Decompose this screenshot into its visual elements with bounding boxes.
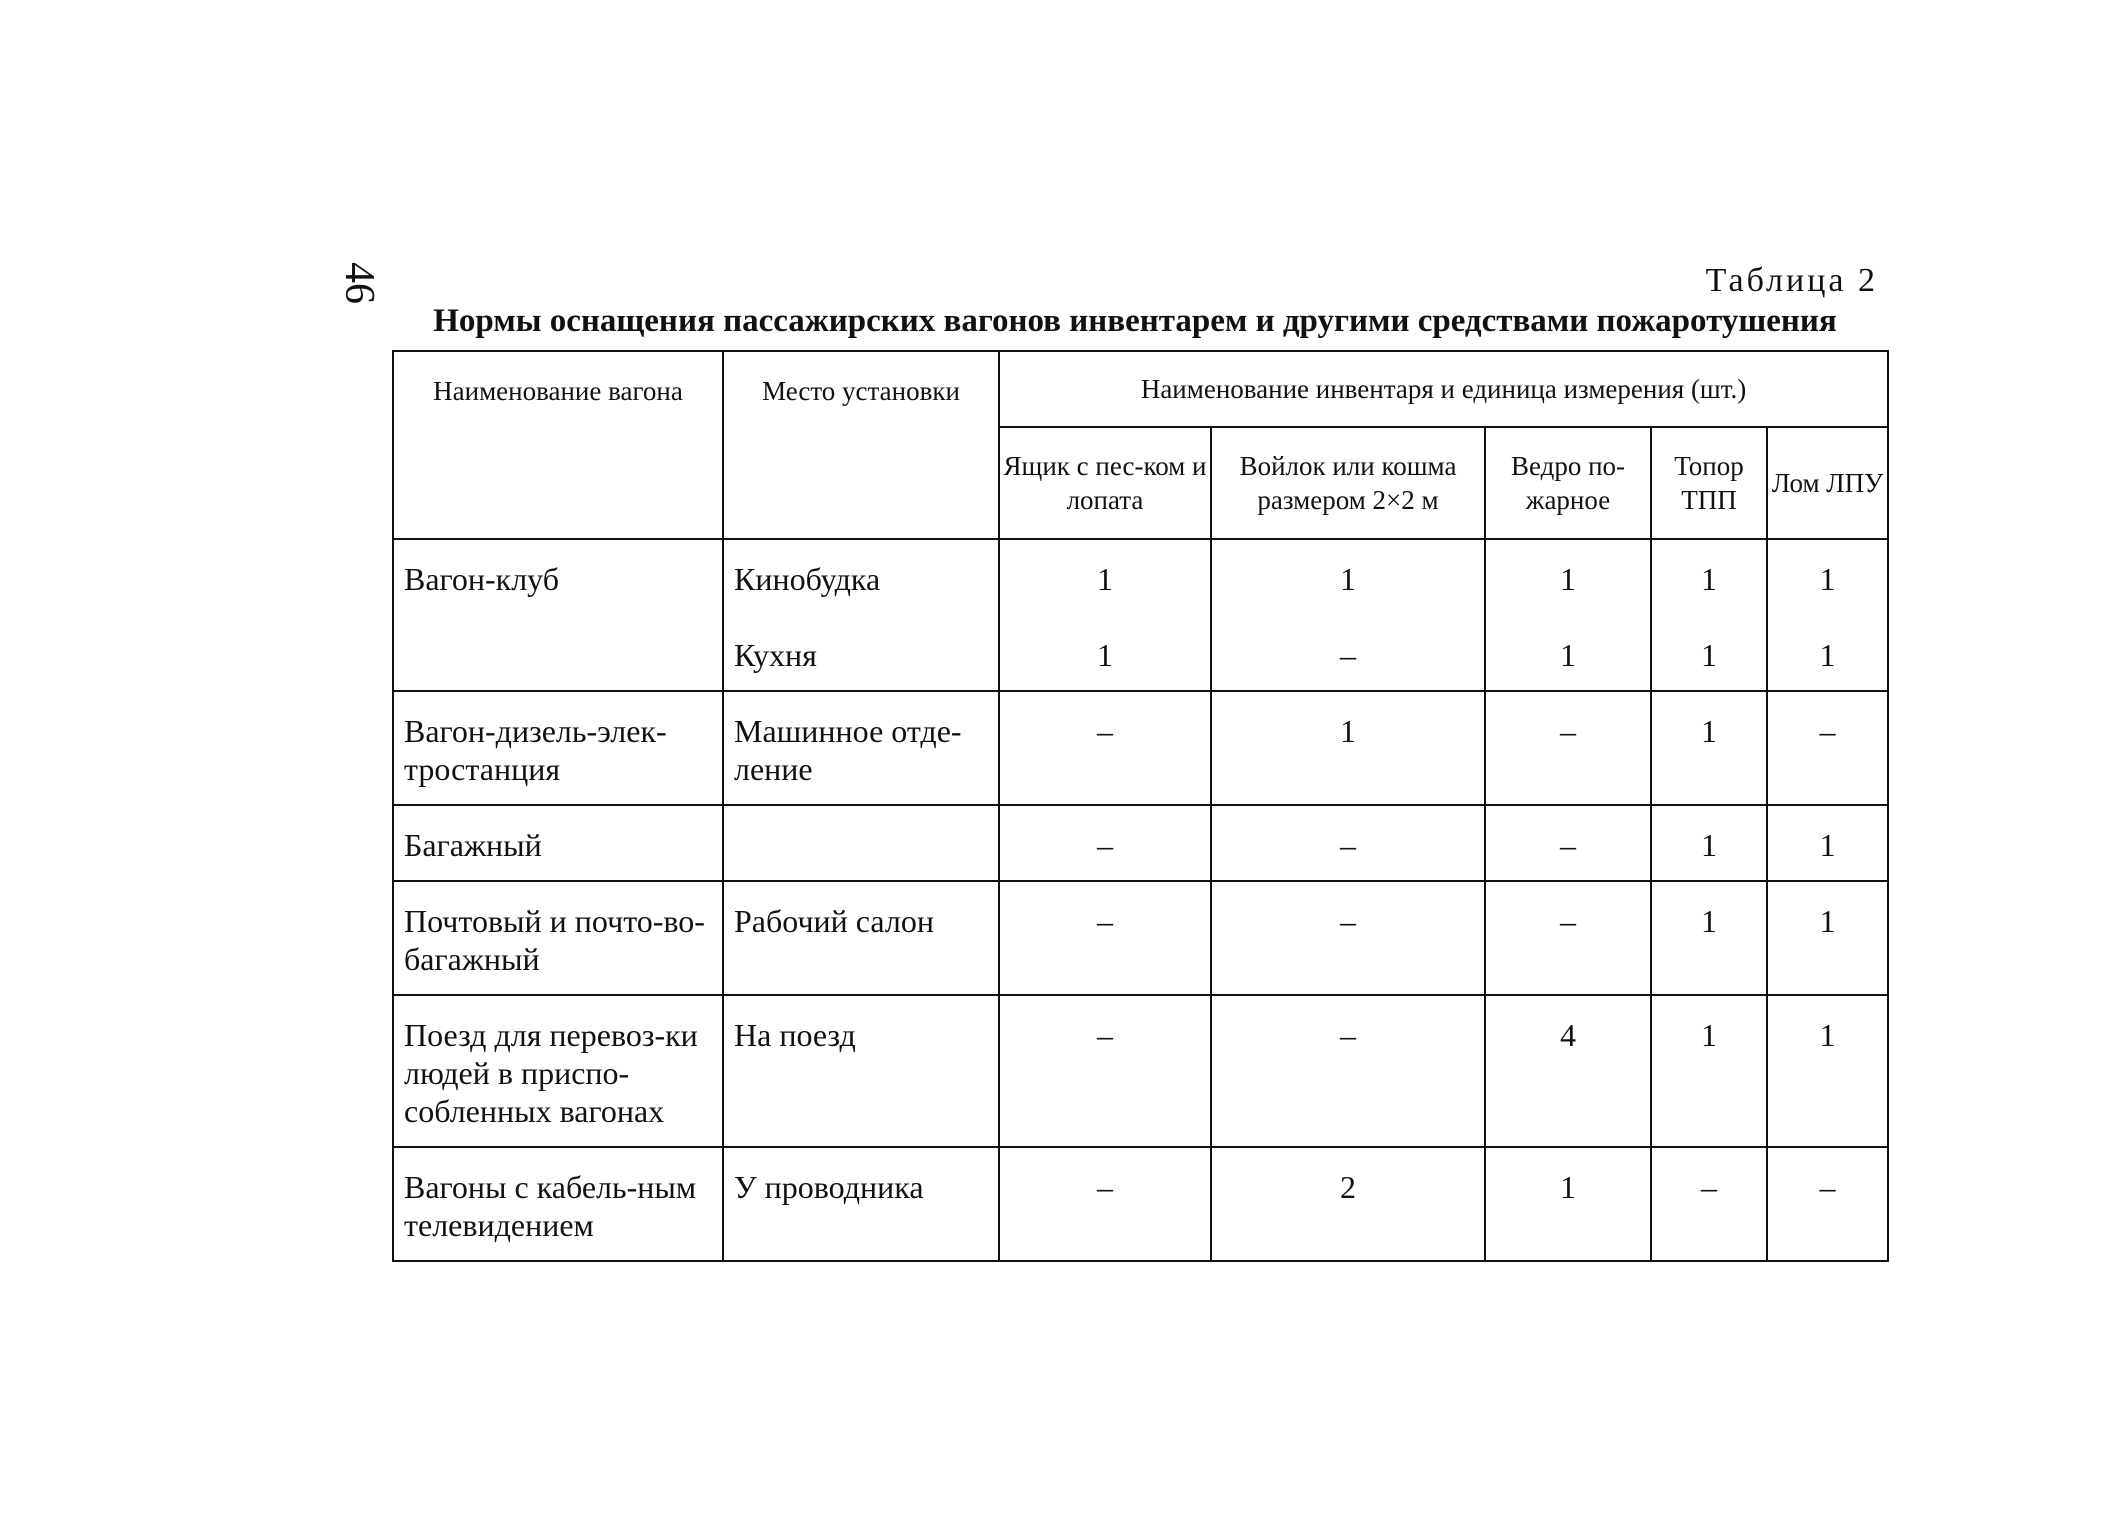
table-row: [393, 539, 1888, 691]
value-cell: –: [999, 995, 1211, 1147]
location-cell: [723, 805, 999, 881]
header-col-axe: Топор ТПП: [1651, 427, 1767, 539]
value-cell: –: [1211, 881, 1485, 995]
car-name-cell: Вагоны с кабель-ным телевидением: [393, 1147, 723, 1261]
value-cell: –: [999, 1147, 1211, 1261]
header-car-name: Наименование вагона: [393, 351, 723, 539]
value-cell: 1: [1767, 805, 1888, 881]
value-cell: –: [1211, 805, 1485, 881]
value-cell: –: [1485, 805, 1651, 881]
value-cell: 1: [1651, 881, 1767, 995]
table-row: [393, 805, 1888, 881]
page-number: 46: [336, 262, 382, 304]
value-cell: 1: [1767, 881, 1888, 995]
value-cell: –: [999, 805, 1211, 881]
value-cell: 2: [1211, 1147, 1485, 1261]
value-cell: 1: [1485, 1147, 1651, 1261]
value-cell: 1: [1211, 691, 1485, 805]
value-cell: –: [999, 691, 1211, 805]
value-cell: –: [1767, 691, 1888, 805]
header-location: Место установки: [723, 351, 999, 539]
location-sub: Кинобудка: [734, 561, 881, 597]
table-row: [393, 995, 1888, 1147]
table-row: [393, 1147, 1888, 1261]
value-cell: –: [1211, 995, 1485, 1147]
value-cell: 1: [1651, 995, 1767, 1147]
value-cell: –: [999, 881, 1211, 995]
value-cell: –: [1485, 691, 1651, 805]
location-cell: Машинное отде-ление: [723, 691, 999, 805]
car-name-cell: Поезд для перевоз-ки людей в приспо-собленных вагонах: [393, 995, 723, 1147]
header-col-crowbar: Лом ЛПУ: [1767, 427, 1888, 539]
location-cell: У проводника: [723, 1147, 999, 1261]
header-col-sand-box: Ящик с пес-ком и лопата: [999, 427, 1211, 539]
value-cell: –: [1485, 881, 1651, 995]
car-name-cell: Вагон-дизель-элек-тростанция: [393, 691, 723, 805]
value-cell: 1 1: [1651, 539, 1767, 691]
car-name-cell: Вагон-клуб: [393, 539, 723, 691]
car-name-cell: Багажный: [393, 805, 723, 881]
value-cell: 1 1: [1485, 539, 1651, 691]
value-cell: 1 –: [1211, 539, 1485, 691]
value-cell: 4: [1485, 995, 1651, 1147]
header-col-bucket: Ведро по-жарное: [1485, 427, 1651, 539]
location-cell: На поезд: [723, 995, 999, 1147]
value-cell: 1 1: [999, 539, 1211, 691]
table-row: [393, 691, 1888, 805]
location-cell: [723, 539, 999, 691]
table-row: [393, 881, 1888, 995]
value-cell: 1: [1767, 995, 1888, 1147]
table-title: Нормы оснащения пассажирских вагонов инвентарем и другими средствами пожаротушения: [433, 303, 1837, 339]
norms-table: [392, 350, 1889, 1262]
location-sub: Кухня: [734, 637, 817, 673]
value-cell: 1: [1651, 691, 1767, 805]
value-cell: –: [1651, 1147, 1767, 1261]
location-cell: Рабочий салон: [723, 881, 999, 995]
value-cell: 1 1: [1767, 539, 1888, 691]
header-inventory-group: Наименование инвентаря и единица измерения (шт.): [999, 351, 1888, 427]
value-cell: 1: [1651, 805, 1767, 881]
header-col-felt: Войлок или кошма размером 2×2 м: [1211, 427, 1485, 539]
car-name-cell: Почтовый и почто-во-багажный: [393, 881, 723, 995]
table-label: Таблица 2: [1705, 262, 1878, 299]
value-cell: –: [1767, 1147, 1888, 1261]
